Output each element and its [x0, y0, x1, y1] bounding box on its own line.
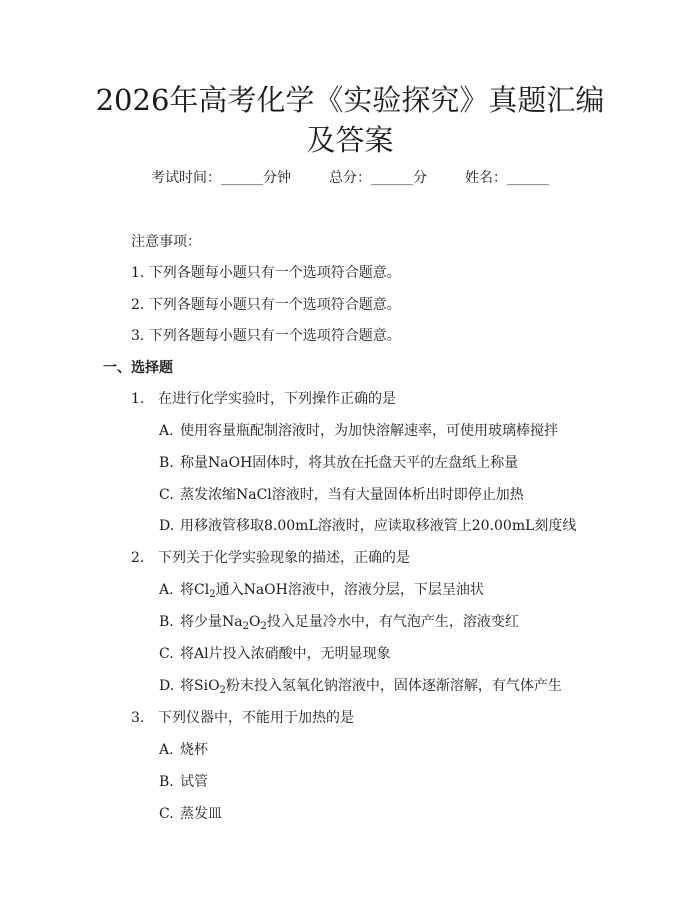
- question-text: 下列仪器中，不能用于加热的是: [158, 710, 354, 726]
- option-text-pre: 将Cl: [180, 582, 210, 598]
- notice-heading: 注意事项：: [131, 234, 201, 250]
- option-text-mid: O: [248, 614, 261, 630]
- page-title: 2026年高考化学《实验探究》真题汇编及答案: [95, 83, 605, 157]
- option-item: [159, 676, 562, 696]
- option-text: 用移液管移取8.00mL溶液时，应读取移液管上20.00mL刻度线: [180, 518, 577, 534]
- option-text-pre: 将SiO: [180, 678, 220, 694]
- option-label: C.: [159, 646, 174, 662]
- option-label: B.: [159, 455, 174, 471]
- option-label: D.: [159, 678, 175, 694]
- section-heading: 一、选择题: [103, 360, 173, 376]
- subscript: 2: [209, 589, 216, 600]
- option-text: 烧杯: [180, 742, 208, 758]
- option-text-post: 粉末投入氢氧化钠溶液中，固体逐渐溶解，有气体产生: [225, 678, 562, 694]
- option-label: C.: [159, 487, 174, 503]
- question-text: 在进行化学实验时，下列操作正确的是: [158, 391, 396, 407]
- exam-time-label: 考试时间：______分钟: [151, 170, 291, 186]
- option-text-post: 投入足量冷水中，有气泡产生，溶液变红: [266, 614, 519, 630]
- notice-item: 1. 下列各题每小题只有一个选项符合题意。: [131, 265, 401, 281]
- option-item: [159, 740, 208, 760]
- option-label: C.: [159, 806, 174, 822]
- question-number: 1.: [131, 391, 145, 407]
- question-stem: [131, 708, 354, 728]
- option-label: D.: [159, 518, 175, 534]
- question-number: 3.: [131, 710, 145, 726]
- option-text: 称量NaOH固体时，将其放在托盘天平的左盘纸上称量: [180, 455, 519, 471]
- question-text: 下列关于化学实验现象的描述，正确的是: [158, 550, 410, 566]
- option-text: 试管: [180, 774, 208, 790]
- option-item: [159, 772, 208, 792]
- subscript: 2: [219, 685, 226, 696]
- option-text: 将Al片投入浓硝酸中，无明显现象: [180, 646, 391, 662]
- option-text: 使用容量瓶配制溶液时，为加快溶解速率，可使用玻璃棒搅拌: [180, 423, 558, 439]
- option-item: [159, 644, 391, 664]
- total-score-label: 总分：______分: [329, 170, 427, 186]
- subscript: 2: [242, 621, 249, 632]
- option-text-pre: 将少量Na: [180, 614, 243, 630]
- question-stem: [131, 389, 396, 409]
- option-text: 蒸发皿: [180, 806, 222, 822]
- subscript: 2: [260, 621, 267, 632]
- option-label: A.: [159, 742, 174, 758]
- student-name-label: 姓名：______: [465, 170, 549, 186]
- option-item: [159, 421, 558, 441]
- option-text-post: 通入NaOH溶液中，溶液分层，下层呈油状: [215, 582, 484, 598]
- option-label: B.: [159, 774, 174, 790]
- option-item: [159, 485, 524, 505]
- notice-item: 3. 下列各题每小题只有一个选项符合题意。: [131, 328, 401, 344]
- option-item: [159, 580, 484, 600]
- option-text: 蒸发浓缩NaCl溶液时，当有大量固体析出时即停止加热: [180, 487, 524, 503]
- question-number: 2.: [131, 550, 145, 566]
- question-stem: [131, 548, 410, 568]
- option-item: [159, 612, 519, 632]
- option-label: A.: [159, 423, 174, 439]
- option-item: [159, 804, 222, 824]
- option-item: [159, 453, 518, 473]
- option-item: [159, 516, 576, 536]
- option-label: A.: [159, 582, 174, 598]
- notice-item: 2. 下列各题每小题只有一个选项符合题意。: [131, 297, 401, 313]
- option-label: B.: [159, 614, 174, 630]
- exam-meta: [0, 168, 700, 188]
